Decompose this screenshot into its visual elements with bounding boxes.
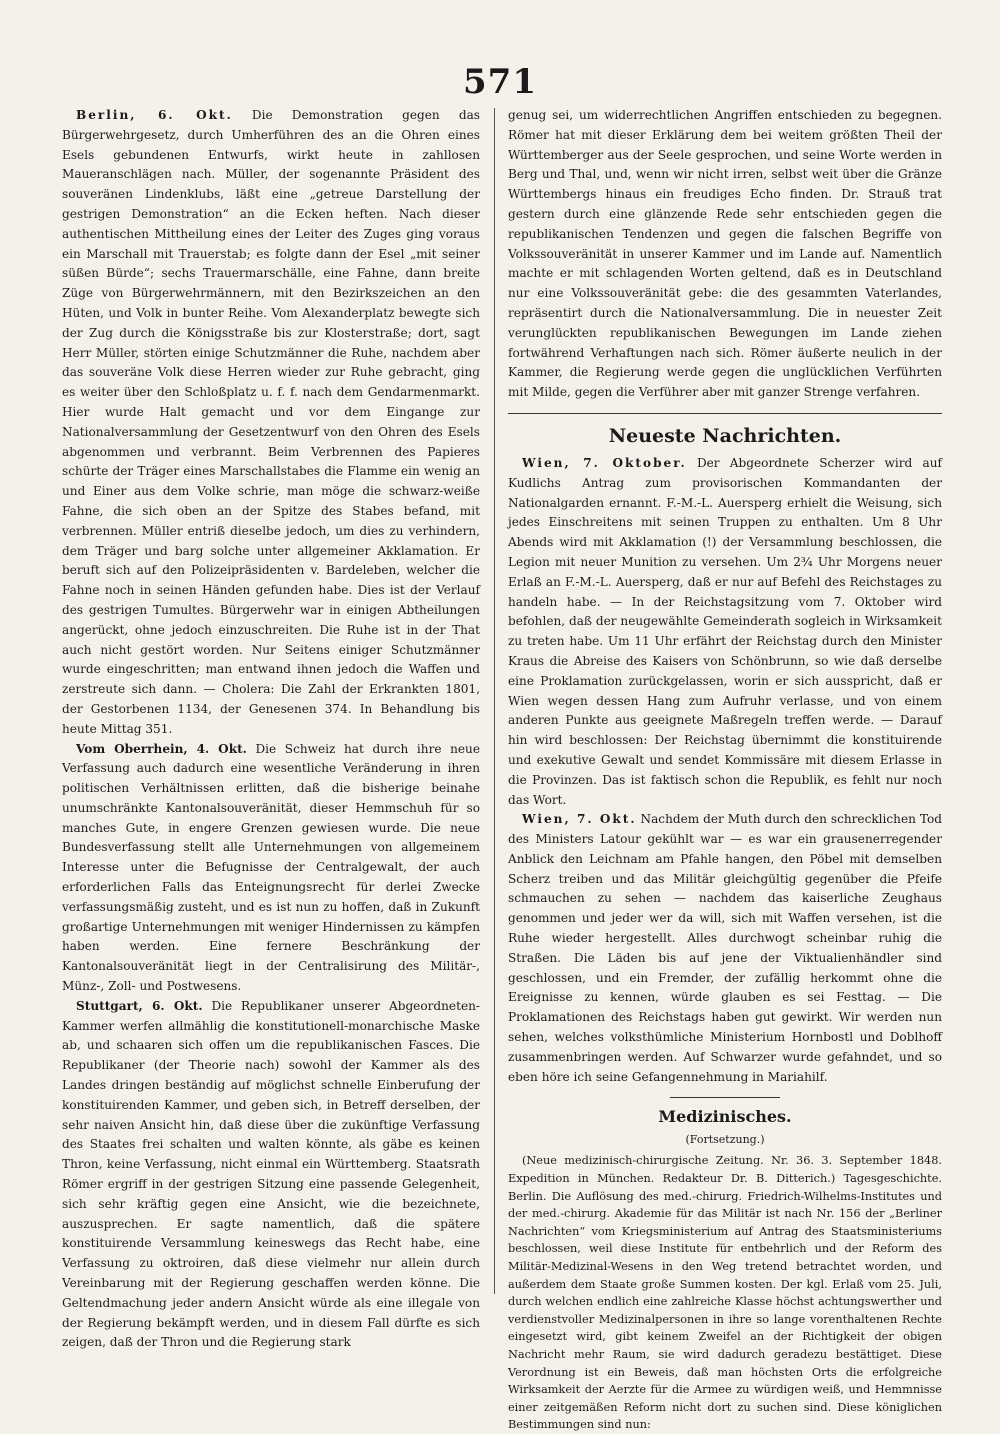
article-text: Die Schweiz hat durch ihre neue Verfassung auch dadurch eine wesentliche Veränderung in ihren politischen Verhältnissen erlitten, daß die bisherige beinahe unumschränkte Kantonalsouveränität, dieser Hemmschuh für so manches Gute, in engere Grenzen gewiesen wurde. Die neue Bundesverfassung stellt alle Unternehmungen von allgemeinem Interesse unter die Befugnisse der Centralgewalt, der auch erforderlichen Falls das Enteignungsrecht für derlei Zwecke verfassungsmäßig zusteht, und es ist nun zu hoffen, daß in Zukunft großartige Unternehmungen mit weniger Hindernissen zu kämpfen haben werden. Eine fernere Beschränkung der Kantonalsouveränität liegt in der Centralisirung des Militär-, Münz-, Zoll- und Postwesens. [62,741,480,994]
article-text: Der Abgeordnete Scherzer wird auf Kudlichs Antrag zum provisorischen Kommandanten der Nationalgarden ernannt. F.-M.-L. Auersperg erhielt die Weisung, sich jedes Einschreitens mit seinen Truppen zu enthalten. Um 8 Uhr Abends wird mit Akklamation (!) der Versammlung beschlossen, die Legion mit neuer Munition zu versehen. Um 2¾ Uhr Morgens neuer Erlaß an F.-M.-L. Auersperg, daß er nur auf Befehl des Reichstages zu handeln habe. — In der Reichstagsitzung vom 7. Oktober wird befohlen, daß der neugewählte Gemeinderath sogleich in Wirksamkeit zu treten habe. Um 11 Uhr erfährt der Reichstag durch den Minister Kraus die Abreise des Kaisers von Schönbrunn, so wie daß derselbe eine Proklamation zurückgelassen, worin er sich ausspricht, daß er Wien wegen dessen Hang zum Aufruhr verlasse, und von einem anderen Punkte aus geeignete Maßregeln treffen werde. — Darauf hin wird beschlossen: Der Reichstag übernimmt die konstituirende und exekutive Gewalt und sendet Kommissäre mit diesem Erlasse in die Provinzen. Das ist faktisch schon die Republik, es fehlt nur noch das Wort. [508,455,942,807]
section-divider [670,1097,780,1098]
right-column [508,106,942,1432]
article-wien-2 [508,810,942,1087]
column-divider [494,108,495,1294]
dateline: Berlin, 6. Okt. [76,108,233,122]
page-number: 571 [463,62,537,102]
article-berlin [62,106,480,740]
article-stuttgart [62,997,480,1353]
section-divider [508,413,942,414]
left-column [62,106,480,1350]
article-medical: (Neue medizinisch-chirurgische Zeitung. Nr. 36. 3. September 1848. Expedition in München. Redakteur Dr. B. Ditterich.) Tagesgeschichte. Berlin. Die Auflösung des med.-chirurg. Friedrich-Wilhelms-Institutes und der med.-chirurg. Akademie für das Militär ist nach Nr. 156 der „Berliner Nachrichten“ vom Kriegsministerium auf Antrag des Staatsministeriums beschlossen, weil diese Institute für entbehrlich und der Reform des Militär-Medizinal-Wesens in den Weg tretend betrachtet worden, und außerdem dem Staate große Summen kosten. Der kgl. Erlaß vom 25. Juli, durch welchen endlich eine zahlreiche Klasse höchst achtungswerther und verdienstvoller Medizinalpersonen in ihre so lange vorenthaltenen Rechte eingesetzt wird, gibt keinem Zweifel an der Richtigkeit der obigen Nachricht mehr Raum, sie wird dadurch geradezu bestättiget. Diese Verordnung ist ein Beweis, daß man höchsten Orts die erfolgreiche Wirksamkeit der Aerzte für die Armee zu würdigen weiß, und Hemmnisse einer zeitgemäßen Reform nicht dort zu suchen sind. Diese königlichen Bestimmungen sind nun: [508,1154,942,1432]
dateline: Wien, 7. Okt. [522,812,637,827]
article-text: Die Republikaner unserer Abgeordneten-Kammer werfen allmählig die konstitutionell-monarchische Maske ab, und schaaren sich offen um die republikanischen Fasces. Die Republikaner (der Theorie nach) sowohl der Kammer als des Landes dringen beständig auf möglichst schnelle Einberufung der konstituirenden Kammer, und geben sich, in Betreff derselben, der sehr naiven Ansicht hin, daß diese über die zukünftige Verfassung des Staates frei schalten und walten könnte, als gäbe es keinen Thron, keine Verfassung, nicht einmal ein Württemberg. Staatsrath Römer ergriff in der gestrigen Sitzung eine passende Gelegenheit, sich sehr kräftig gegen eine Ansicht, wie die bezeichnete, auszusprechen. Er sagte namentlich, daß die spätere konstituirende Versammlung keineswegs das Recht habe, eine Verfassung zu oktroiren, daß diese vielmehr nur allein durch Vereinbarung mit der Regierung geschaffen werden könne. Die Geltendmachung jeder andern Ansicht würde als eine illegale von der Regierung bekämpft werden, und in diesem Fall dürfte es sich zeigen, daß der Thron und die Regierung stark [62,998,480,1350]
article-continuation: genug sei, um widerrechtlichen Angriffen entschieden zu begegnen. Römer hat mit dieser Erklärung dem bei weitem größten Theil der Württemberger aus der Seele gesprochen, und seine Worte werden in Berg und Thal, und, wenn wir nicht irren, selbst weit über die Gränze Württembergs hinaus ein freudiges Echo finden. Dr. Strauß trat gestern durch eine glänzende Rede sehr entschieden gegen die republikanischen Tendenzen und gegen die falschen Begriffe von Volkssouveränität in unserer Kammer und im Lande auf. Namentlich machte er mit schlagenden Worten geltend, daß es in Deutschland nur eine Volkssouveränität gebe: die des gesammten Vaterlandes, repräsentirt durch die Nationalversammlung. Die in neuester Zeit verunglückten republikanischen Bewegungen im Lande ziehen fortwährend Verhaftungen nach sich. Römer äußerte neulich in der Kammer, die Regierung werde gegen die unglücklichen Verführten mit Milde, gegen die Verführer aber mit ganzer Strenge verfahren. [508,108,942,400]
dateline: Wien, 7. Oktober. [522,455,687,470]
news-section-title: Neueste Nachrichten. [608,424,842,447]
medical-section-subtitle: (Fortsetzung.) [685,1133,765,1147]
article-oberrhein [62,740,480,997]
article-wien-1 [508,454,942,810]
article-text: Die Demonstration gegen das Bürgerwehrgesetz, durch Umherführen des an die Ohren eines Esels gebundenen Entwurfs, wirkt heute in zahllosen Maueranschlägen nach. Müller, der sogenannte Präsident des souveränen Lindenklubs, läßt eine „getreue Darstellung der gestrigen Demonstration“ an die Ecken heften. Nach dieser authentischen Mittheilung eines der Leiter des Zuges ging voraus ein Marschall mit Trauerstab; es folgte dann der Esel „mit seiner süßen Bürde“; sechs Trauermarschälle, eine Fahne, dann breite Züge von Bürgerwehrmännern, mit den Bezirkszeichen an den Hüten, und Volk in bunter Reihe. Vom Alexanderplatz bewegte sich der Zug durch die Königsstraße bis zur Klosterstraße; dort, sagt Herr Müller, störten einige Schutzmänner die Ruhe, nachdem aber das souveräne Volk diese Herren wieder zur Ruhe gebracht, ging es weiter über den Schloßplatz u. f. f. nach dem Gendarmenmarkt. Hier wurde Halt gemacht und vor dem Eingange zur Nationalversammlung der Gesetzentwurf von den Ohren des Esels abgenommen und verbrannt. Beim Verbrennen des Papieres schürte der Träger eines Marschallstabes die Flamme ein wenig an und Einer aus dem Volke schrie, man möge die schwarz-weiße Fahne, die sich oben an der Spitze des Stabes befand, mit verbrennen. Müller entriß dieselbe jedoch, um dies zu verhindern, dem Träger und barg solche unter allgemeiner Akklamation. Er beruft sich auf den Polizeipräsidenten v. Bardeleben, welcher die Fahne noch in seinen Händen gefunden habe. Dies ist der Verlauf des gestrigen Tumultes. Bürgerwehr war in einigen Abtheilungen angerückt, ohne jedoch einzuschreiten. Die Ruhe ist in der That auch nicht gestört worden. Nur Seitens einiger Schutzmänner wurde eingeschritten; man entwand ihnen jedoch die Waffen und zerstreute sich dann. — Cholera: Die Zahl der Erkrankten 1801, der Gestorbenen 1134, der Genesenen 374. In Behandlung bis heute Mittag 351. [62,108,480,736]
dateline: Vom Oberrhein, 4. Okt. [76,741,247,756]
article-text: Nachdem der Muth durch den schrecklichen Tod des Ministers Latour gekühlt war — es war ein grausenerregender Anblick den Leichnam am Pfahle hangen, den Pöbel mit demselben Scherz treiben und das Militär gleichgültig gegenüber die Pfeife schmauchen zu sehen — nachdem das kaiserliche Zeughaus genommen und jeder wer da will, sich mit Waffen versehen, ist die Ruhe wieder hergestellt. Alles durchwogt scheinbar ruhig die Straßen. Die Läden bis auf jene der Viktualienhändler sind geschlossen, und ein Fremder, der zufällig herkommt ohne die Ereignisse zu kennen, würde glauben es sei Festtag. — Die Proklamationen des Reichstags haben gut gewirkt. Wir werden nun sehen, welches volksthümliche Ministerium Hornbostl und Doblhoff zusammenbringen werden. Auf Schwarzer wurde gefahndet, und so eben höre ich seine Gefangennehmung in Mariahilf. [508,812,942,1084]
medical-section-title: Medizinisches. [658,1107,792,1127]
dateline: Stuttgart, 6. Okt. [76,998,203,1013]
